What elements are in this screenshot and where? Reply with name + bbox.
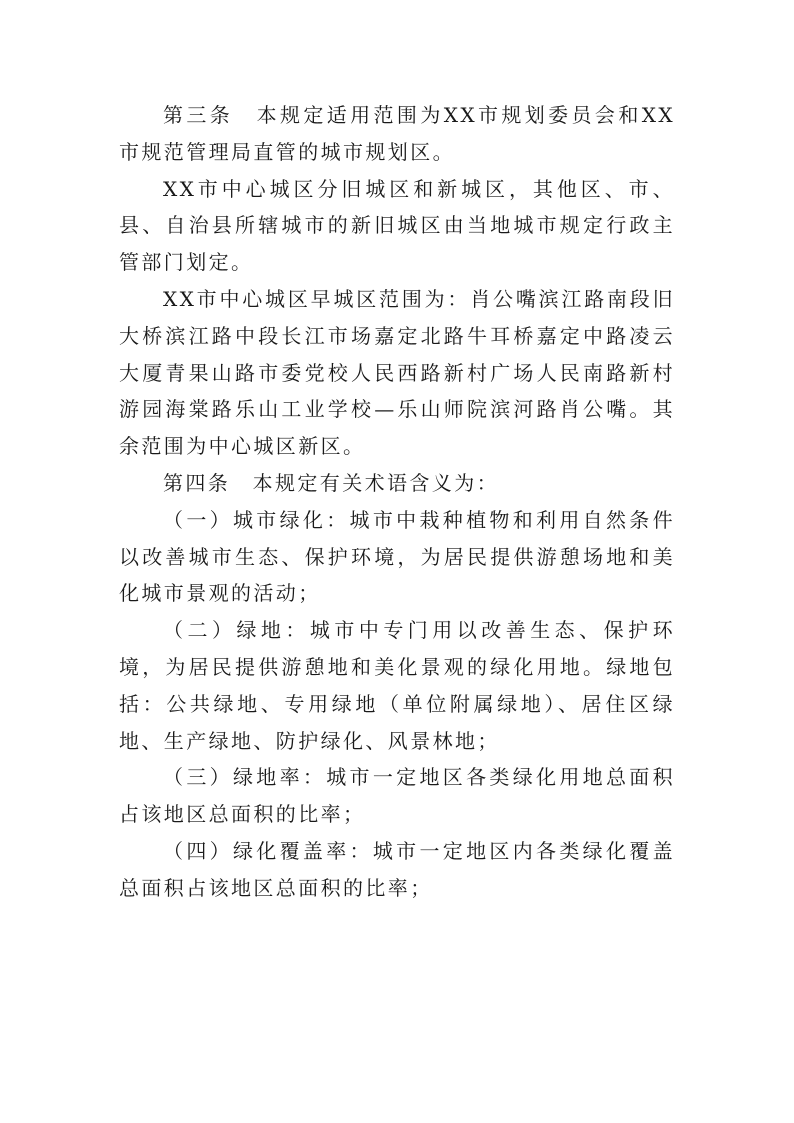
- term-green-coverage-ratio: （四）绿化覆盖率：城市一定地区内各类绿化覆盖总面积占该地区总面积的比率；: [119, 838, 675, 900]
- term-green-space-ratio: （三）绿地率：城市一定地区各类绿化用地总面积占该地区总面积的比率；: [119, 765, 675, 827]
- article-3-paragraph: 第三条 本规定适用范围为XX市规划委员会和XX市规范管理局直管的城市规划区。: [119, 103, 675, 164]
- old-district-range-paragraph: XX市中心城区早城区范围为：肖公嘴滨江路南段旧大桥滨江路中段长江市场嘉定北路牛耳桥嘉定中路凌云大厦青果山路市委党校人民西路新村广场人民南路新村游园海棠路乐山工业学校—乐山师院滨河路肖公嘴。其余范围为中心城区新区。: [119, 286, 675, 459]
- article-4-paragraph: 第四条 本规定有关术语含义为：: [163, 470, 499, 495]
- document-body: [119, 97, 675, 907]
- term-green-space: （二）绿地：城市中专门用以改善生态、保护环境，为居民提供游憩地和美化景观的绿化用地。绿地包括：公共绿地、专用绿地（单位附属绿地）、居住区绿地、生产绿地、防护绿化、风景林地；: [119, 618, 675, 753]
- term-urban-greening: （一）城市绿化：城市中栽种植物和利用自然条件以改善城市生态、保护环境，为居民提供游憩场地和美化城市景观的活动；: [119, 507, 675, 606]
- city-district-paragraph: XX市中心城区分旧城区和新城区，其他区、市、县、自治县所辖城市的新旧城区由当地城市规定行政主管部门划定。: [119, 176, 675, 275]
